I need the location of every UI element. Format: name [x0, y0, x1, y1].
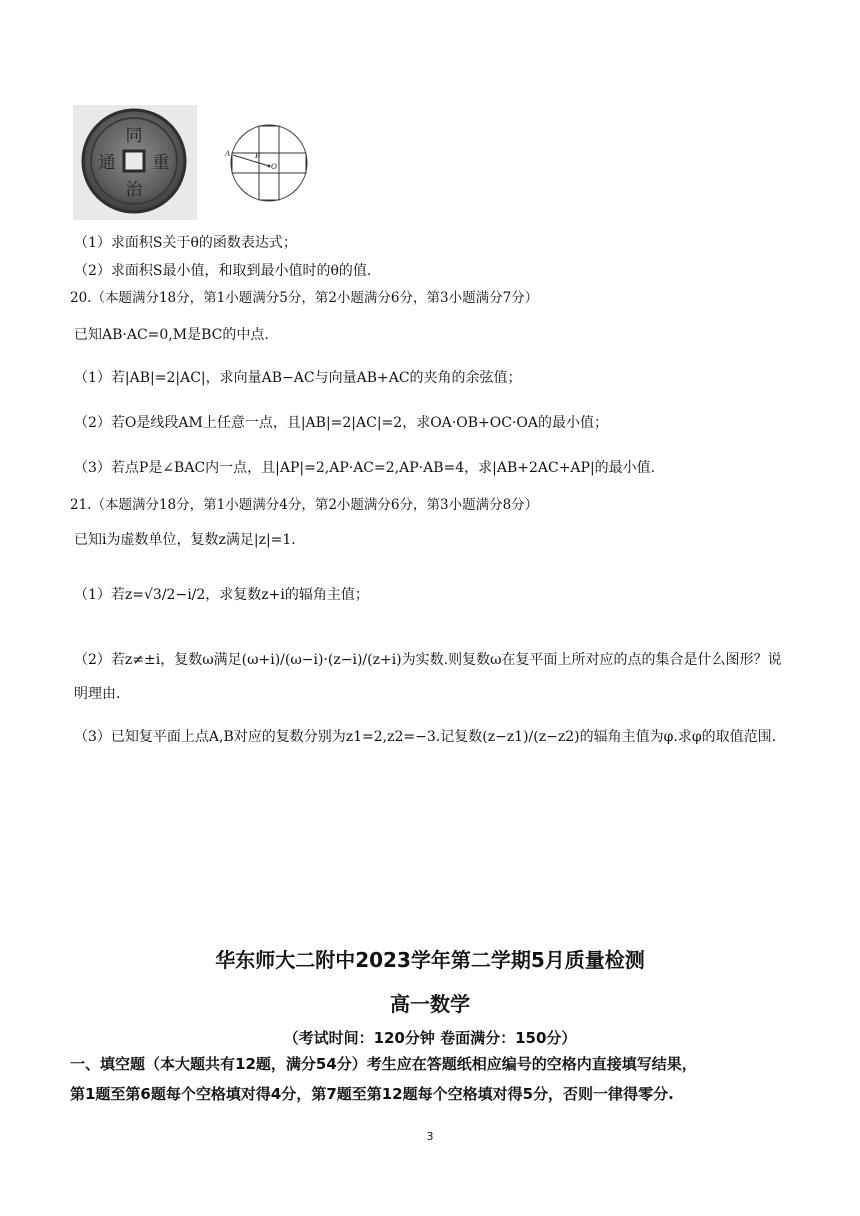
section1-line1: 一、填空题（本大题共有12题，满分54分）考生应在答题纸相应编号的空格内直接填写结果，: [70, 1055, 697, 1073]
coin-char-left: 通: [98, 153, 116, 173]
coin-char-right: 重: [152, 153, 170, 173]
q20-header: 20.（本题满分18分，第1小题满分5分，第2小题满分6分，第3小题满分7分）: [70, 290, 539, 306]
coin-diagram: [222, 118, 314, 210]
section1-line2: 第1题至第6题每个空格填对得4分，第7题至第12题每个空格填对得5分，否则一律得零分.: [70, 1085, 674, 1103]
label-b: B: [255, 151, 260, 160]
q21-given: 已知i为虚数单位，复数z满足|z|=1.: [74, 532, 296, 548]
q19-part2: （2）求面积S最小值，和取到最小值时的θ的值.: [74, 263, 372, 279]
coin-char-bottom: 治: [125, 180, 143, 200]
coin-char-top: 同: [125, 126, 143, 146]
q20-given: 已知AB·AC=0,M是BC的中点.: [74, 327, 269, 343]
label-o: O: [271, 162, 277, 171]
q21-part3: （3）已知复平面上点A,B对应的复数分别为z1=2,z2=−3.记复数(z−z1)/(z−z2)的辐角主值为φ.求φ的取值范围.: [74, 729, 777, 745]
page-number: 3: [426, 1130, 434, 1143]
q21-part2: （2）若z≠±i，复数ω满足(ω+i)/(ω−i)·(z−i)/(z+i)为实数.则复数ω在复平面上所对应的点的集合是什么图形？说明理由.: [74, 652, 782, 702]
coin-photo: [73, 105, 197, 220]
q21-part1: （1）若z=√3/2−i/2，求复数z+i的辐角主值；: [74, 587, 369, 603]
label-a: A: [225, 149, 230, 158]
q19-part1: （1）求面积S关于θ的函数表达式；: [74, 235, 297, 251]
q20-part2: （2）若O是线段AM上任意一点，且|AB|=2|AC|=2，求OA·OB+OC·OA的最小值；: [74, 415, 608, 431]
exam-title: 华东师大二附中2023学年第二学期5月质量检测: [215, 948, 645, 972]
q20-part3: （3）若点P是∠BAC内一点，且|AP|=2,AP·AC=2,AP·AB=4，求|AB+2AC+AP|的最小值.: [74, 460, 656, 476]
q21-header: 21.（本题满分18分，第1小题满分4分，第2小题满分6分，第3小题满分8分）: [70, 497, 539, 513]
q20-part1: （1）若|AB|=2|AC|，求向量AB−AC与向量AB+AC的夹角的余弦值；: [74, 370, 522, 386]
exam-info: （考试时间：120分钟 卷面满分：150分）: [283, 1029, 577, 1047]
exam-subject: 高一数学: [390, 992, 470, 1016]
